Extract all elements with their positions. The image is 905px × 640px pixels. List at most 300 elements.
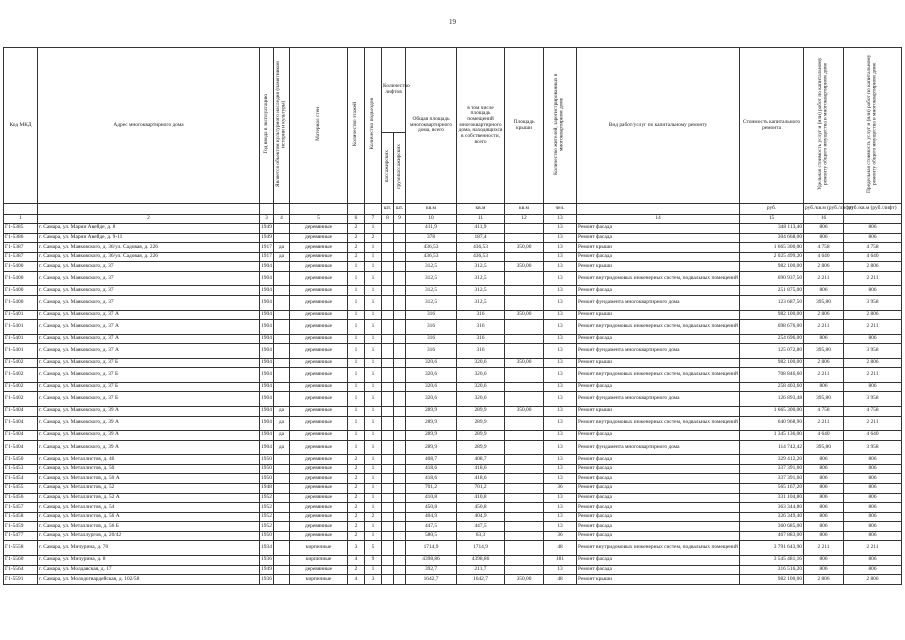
- table-row: [4, 455, 902, 465]
- cell-max-cost: 806: [844, 512, 902, 522]
- table-row: [4, 344, 902, 359]
- cell-floors: 1: [348, 344, 365, 359]
- cell-wall-material: деревянные: [290, 531, 348, 541]
- page-number: 19: [449, 18, 456, 26]
- cell-heritage: [274, 531, 290, 541]
- table-row: [4, 565, 902, 575]
- cell-year: 1952: [260, 503, 274, 513]
- cell-lifts-cargo: [394, 440, 406, 455]
- cell-owned-area: 320,6: [457, 368, 505, 383]
- header-unit-cost: Удельная стоимость услуг и (или) работ по капитальному ремонту общего имущества в многоквартирном доме: [804, 48, 844, 204]
- cell-work-type: Ремонт фасада: [577, 464, 740, 474]
- header-code: Код МКД: [4, 48, 38, 204]
- cell-heritage: [274, 286, 290, 296]
- cell-heritage: [274, 271, 290, 286]
- cell-year: 1904: [260, 392, 274, 407]
- cell-address: г. Самара, ул. Металлистов, д. 50 А: [38, 474, 260, 484]
- table-row: [4, 431, 902, 441]
- cell-work-type: Ремонт внутридомовых инженерных систем, подвальных помещений: [577, 368, 740, 383]
- cell-lifts-passenger: [382, 233, 394, 243]
- cell-lifts-cargo: [394, 271, 406, 286]
- cell-work-type: Ремонт крыши: [577, 310, 740, 320]
- cell-address: г. Самара, ул. Мичурина, д. 70: [38, 541, 260, 556]
- cell-wall-material: деревянные: [290, 565, 348, 575]
- cell-address: г. Самара, ул. Маяковского, д. 37: [38, 286, 260, 296]
- cell-address: г. Самара, ул. Мичурина, д. 8: [38, 555, 260, 565]
- cell-total-area: 418,6: [406, 474, 457, 484]
- cell-floors: 2: [348, 512, 365, 522]
- table-row: [4, 440, 902, 455]
- cell-address: г. Самара, ул. Маяковского, д. 37 А: [38, 334, 260, 344]
- cell-lifts-passenger: [382, 310, 394, 320]
- cell-unit-cost: 806: [804, 565, 844, 575]
- header-works: Вид работ/услуг по капитальному ремонту: [577, 48, 740, 204]
- column-number-cell: 5: [290, 215, 348, 224]
- table-row: [4, 233, 902, 243]
- cell-lifts-cargo: [394, 541, 406, 556]
- cell-residents: 13: [544, 358, 577, 368]
- cell-floors: 1: [348, 334, 365, 344]
- cell-work-type: Ремонт крыши: [577, 243, 740, 253]
- table-row: [4, 320, 902, 335]
- cell-mkd-code: Г1-5456: [4, 493, 38, 503]
- cell-work-type: Ремонт фундамента многоквартирного дома: [577, 296, 740, 311]
- cell-heritage: [274, 464, 290, 474]
- cell-max-cost: 2 806: [844, 575, 902, 585]
- cell-mkd-code: Г1-5455: [4, 483, 38, 493]
- cell-wall-material: деревянные: [290, 431, 348, 441]
- cell-total-area: 410,8: [406, 493, 457, 503]
- column-number-cell: 10: [406, 215, 457, 224]
- cell-address: г. Самара, ул. Маяковского, д. 37: [38, 262, 260, 272]
- cell-lifts-cargo: [394, 474, 406, 484]
- cell-address: г. Самара, ул. Металлистов, д. 56 А: [38, 512, 260, 522]
- cell-floors: 2: [348, 531, 365, 541]
- cell-total-area: 316: [406, 320, 457, 335]
- cell-max-cost: 806: [844, 474, 902, 484]
- cell-total-area: 580,5: [406, 531, 457, 541]
- cell-lifts-cargo: [394, 382, 406, 392]
- cell-heritage: [274, 503, 290, 513]
- cell-max-cost: 2 211: [844, 271, 902, 286]
- cell-unit-cost: 395,80: [804, 296, 844, 311]
- cell-lifts-passenger: [382, 262, 394, 272]
- cell-heritage: да: [274, 416, 290, 431]
- cell-total-area: 312,5: [406, 271, 457, 286]
- cell-mkd-code: Г1-5402: [4, 358, 38, 368]
- cell-lifts-cargo: [394, 431, 406, 441]
- cell-wall-material: деревянные: [290, 464, 348, 474]
- header-owned-area: в том числе площадь помещений многоквартирного дома, находящихся в собственности, всего: [457, 48, 505, 204]
- cell-year: 1904: [260, 262, 274, 272]
- cell-year: 1950: [260, 455, 274, 465]
- cell-max-cost: 3 958: [844, 344, 902, 359]
- cell-lifts-passenger: [382, 344, 394, 359]
- cell-address: г. Самара, ул. Металлистов, д. 54: [38, 503, 260, 513]
- cell-total-area: 408,7: [406, 455, 457, 465]
- cell-wall-material: деревянные: [290, 440, 348, 455]
- cell-mkd-code: Г1-5459: [4, 522, 38, 532]
- cell-heritage: да: [274, 431, 290, 441]
- cell-residents: 13: [544, 565, 577, 575]
- cell-total-area: 411,9: [406, 224, 457, 234]
- cell-lifts-passenger: [382, 382, 394, 392]
- table-row: [4, 382, 902, 392]
- cell-cost: 125 072,80: [740, 344, 804, 359]
- cell-lifts-cargo: [394, 493, 406, 503]
- column-number-cell: 3: [260, 215, 274, 224]
- cell-heritage: [274, 224, 290, 234]
- cell-heritage: да: [274, 406, 290, 416]
- cell-roof-area: 350,00: [505, 358, 544, 368]
- cell-unit-cost: 806: [804, 522, 844, 532]
- cell-mkd-code: Г1-5401: [4, 320, 38, 335]
- cell-lifts-passenger: [382, 358, 394, 368]
- column-number-cell: [844, 215, 902, 224]
- cell-owned-area: 289,9: [457, 406, 505, 416]
- cell-work-type: Ремонт фасада: [577, 474, 740, 484]
- cell-cost: 360 685,00: [740, 522, 804, 532]
- column-number-cell: 7: [365, 215, 382, 224]
- cell-lifts-passenger: [382, 455, 394, 465]
- cell-owned-area: 450,8: [457, 503, 505, 513]
- cell-year: 1904: [260, 440, 274, 455]
- cell-max-cost: 806: [844, 531, 902, 541]
- cell-lifts-passenger: [382, 531, 394, 541]
- cell-lifts-cargo: [394, 233, 406, 243]
- cell-entrances: 1: [365, 464, 382, 474]
- cell-total-area: 1642,7: [406, 575, 457, 585]
- cell-lifts-cargo: [394, 368, 406, 383]
- cell-owned-area: 1642,7: [457, 575, 505, 585]
- cell-floors: 1: [348, 320, 365, 335]
- cell-max-cost: 806: [844, 483, 902, 493]
- cell-max-cost: 3 958: [844, 296, 902, 311]
- header-cost: Стоимость капитального ремонта: [740, 48, 804, 204]
- unit-cell: кв.м: [406, 204, 457, 215]
- cell-cost: 363 344,80: [740, 503, 804, 513]
- cell-heritage: [274, 512, 290, 522]
- cell-roof-area: [505, 296, 544, 311]
- cell-wall-material: деревянные: [290, 474, 348, 484]
- cell-total-area: 289,9: [406, 416, 457, 431]
- unit-cell: [365, 204, 382, 215]
- cell-work-type: Ремонт крыши: [577, 358, 740, 368]
- cell-roof-area: [505, 503, 544, 513]
- cell-work-type: Ремонт крыши: [577, 575, 740, 585]
- cell-roof-area: [505, 522, 544, 532]
- table-row: [4, 296, 902, 311]
- table-row: [4, 512, 902, 522]
- cell-work-type: Ремонт фасада: [577, 512, 740, 522]
- table-row: [4, 368, 902, 383]
- cell-entrances: 1: [365, 271, 382, 286]
- cell-year: 1936: [260, 575, 274, 585]
- cell-unit-cost: 806: [804, 455, 844, 465]
- cell-floors: 2: [348, 243, 365, 253]
- cell-total-area: 436,53: [406, 252, 457, 262]
- header-row: [4, 48, 902, 133]
- cell-roof-area: [505, 464, 544, 474]
- cell-mkd-code: Г1-5458: [4, 512, 38, 522]
- cell-max-cost: 806: [844, 455, 902, 465]
- cell-work-type: Ремонт фасада: [577, 531, 740, 541]
- cell-lifts-cargo: [394, 416, 406, 431]
- cell-wall-material: кирпичные: [290, 575, 348, 585]
- cell-wall-material: деревянные: [290, 512, 348, 522]
- cell-max-cost: 4 758: [844, 243, 902, 253]
- cell-floors: 3: [348, 541, 365, 556]
- cell-year: 1904: [260, 431, 274, 441]
- cell-address: г. Самара, ул. Маяковского, д. 37 А: [38, 344, 260, 359]
- unit-cell: шт.: [382, 204, 394, 215]
- unit-cell: руб./кв.м (руб./лифт): [844, 204, 902, 215]
- cell-owned-area: 316: [457, 310, 505, 320]
- cell-entrances: 1: [365, 493, 382, 503]
- cell-work-type: Ремонт фундамента многоквартирного дома: [577, 440, 740, 455]
- cell-cost: 1 665 300,00: [740, 406, 804, 416]
- cell-address: г. Самара, ул. Маяковского, д. 37 Б: [38, 368, 260, 383]
- cell-work-type: Ремонт крыши: [577, 406, 740, 416]
- cell-year: 1904: [260, 271, 274, 286]
- cell-cost: 326 349,40: [740, 512, 804, 522]
- cell-residents: 13: [544, 320, 577, 335]
- cell-max-cost: 806: [844, 555, 902, 565]
- cell-total-area: 312,5: [406, 296, 457, 311]
- cell-entrances: 1: [365, 310, 382, 320]
- cell-roof-area: [505, 431, 544, 441]
- cell-max-cost: 4 640: [844, 252, 902, 262]
- table-row: [4, 286, 902, 296]
- cell-roof-area: [505, 320, 544, 335]
- cell-roof-area: 350,00: [505, 406, 544, 416]
- cell-year: 1904: [260, 382, 274, 392]
- cell-floors: 2: [348, 233, 365, 243]
- cell-cost: 258 403,60: [740, 382, 804, 392]
- cell-total-area: 289,9: [406, 431, 457, 441]
- cell-year: 1949: [260, 233, 274, 243]
- cell-year: 1904: [260, 310, 274, 320]
- cell-address: г. Самара, ул. Маяковского, д. 39 А: [38, 406, 260, 416]
- cell-lifts-cargo: [394, 565, 406, 575]
- cell-heritage: [274, 575, 290, 585]
- cell-residents: 13: [544, 431, 577, 441]
- cell-residents: 13: [544, 512, 577, 522]
- cell-roof-area: [505, 382, 544, 392]
- cell-floors: 1: [348, 440, 365, 455]
- cell-max-cost: 806: [844, 464, 902, 474]
- cell-floors: 2: [348, 474, 365, 484]
- cell-max-cost: 806: [844, 382, 902, 392]
- cell-heritage: [274, 296, 290, 311]
- cell-mkd-code: Г1-5402: [4, 392, 38, 407]
- column-number-cell: 4: [274, 215, 290, 224]
- table-row: [4, 416, 902, 431]
- cell-owned-area: 418,6: [457, 464, 505, 474]
- cell-max-cost: 3 958: [844, 392, 902, 407]
- cell-lifts-passenger: [382, 224, 394, 234]
- unit-cell: кв.м: [505, 204, 544, 215]
- cell-lifts-passenger: [382, 575, 394, 585]
- cell-mkd-code: Г1-5401: [4, 344, 38, 359]
- cell-max-cost: 806: [844, 224, 902, 234]
- cell-roof-area: 350,00: [505, 310, 544, 320]
- cell-entrances: 9: [365, 555, 382, 565]
- cell-owned-area: 187,4: [457, 233, 505, 243]
- cell-floors: 2: [348, 455, 365, 465]
- cell-roof-area: 350,00: [505, 575, 544, 585]
- cell-mkd-code: Г1-5400: [4, 286, 38, 296]
- cell-address: г. Самара, ул. Маяковского, д. 37: [38, 296, 260, 311]
- cell-max-cost: 4 758: [844, 406, 902, 416]
- cell-mkd-code: Г1-5454: [4, 474, 38, 484]
- cell-max-cost: 806: [844, 565, 902, 575]
- cell-owned-area: 312,5: [457, 296, 505, 311]
- cell-owned-area: 404,9: [457, 512, 505, 522]
- cell-entrances: 1: [365, 286, 382, 296]
- cell-heritage: [274, 541, 290, 556]
- cell-residents: 13: [544, 344, 577, 359]
- cell-address: г. Самара, ул. Марии Авейде, д. 8: [38, 224, 260, 234]
- cell-address: г. Самара, ул. Маяковского, д. 39 А: [38, 431, 260, 441]
- cell-roof-area: [505, 455, 544, 465]
- cell-wall-material: деревянные: [290, 296, 348, 311]
- cell-roof-area: [505, 483, 544, 493]
- cell-entrances: 1: [365, 382, 382, 392]
- cell-total-area: 447,5: [406, 522, 457, 532]
- cell-unit-cost: 806: [804, 233, 844, 243]
- cell-heritage: [274, 262, 290, 272]
- cell-lifts-passenger: [382, 565, 394, 575]
- cell-total-area: 320,6: [406, 368, 457, 383]
- cell-floors: 1: [348, 271, 365, 286]
- cell-work-type: Ремонт фасада: [577, 431, 740, 441]
- cell-heritage: [274, 493, 290, 503]
- cell-owned-area: 408,7: [457, 455, 505, 465]
- unit-cell: [348, 204, 365, 215]
- cell-unit-cost: 4 758: [804, 406, 844, 416]
- header-residents: Количество жителей, зарегистрированных в многоквартирном доме: [544, 48, 577, 204]
- cell-work-type: Ремонт фасада: [577, 233, 740, 243]
- cell-unit-cost: 806: [804, 493, 844, 503]
- cell-cost: 982 100,00: [740, 358, 804, 368]
- cell-lifts-passenger: [382, 320, 394, 335]
- cell-address: г. Самара, ул. Маяковского, д. 39 А: [38, 440, 260, 455]
- cell-roof-area: [505, 344, 544, 359]
- cell-owned-area: 289,9: [457, 416, 505, 431]
- cell-wall-material: деревянные: [290, 416, 348, 431]
- column-number-cell: 13: [544, 215, 577, 224]
- cell-wall-material: деревянные: [290, 382, 348, 392]
- cell-address: г. Самара, ул. Маяковского, д. 36/ул. Садовая, д. 226: [38, 243, 260, 253]
- column-number-cell: 8: [382, 215, 394, 224]
- cell-wall-material: деревянные: [290, 344, 348, 359]
- cell-owned-area: 411,9: [457, 224, 505, 234]
- cell-unit-cost: 806: [804, 382, 844, 392]
- cell-mkd-code: Г1-5387: [4, 243, 38, 253]
- cell-work-type: Ремонт фундамента многоквартирного дома: [577, 344, 740, 359]
- cell-year: 1950: [260, 531, 274, 541]
- table-row: [4, 406, 902, 416]
- cell-entrances: 1: [365, 522, 382, 532]
- cell-mkd-code: Г1-5401: [4, 334, 38, 344]
- cell-wall-material: деревянные: [290, 358, 348, 368]
- cell-lifts-cargo: [394, 406, 406, 416]
- table-row: [4, 392, 902, 407]
- cell-address: г. Самара, ул. Металлистов, д. 46: [38, 455, 260, 465]
- cell-max-cost: 806: [844, 522, 902, 532]
- cell-wall-material: деревянные: [290, 252, 348, 262]
- cell-heritage: [274, 320, 290, 335]
- cell-heritage: [274, 555, 290, 565]
- cell-year: 1904: [260, 368, 274, 383]
- cell-unit-cost: 4 758: [804, 243, 844, 253]
- cell-roof-area: [505, 286, 544, 296]
- cell-work-type: Ремонт фасада: [577, 565, 740, 575]
- cell-entrances: 1: [365, 368, 382, 383]
- cell-floors: 1: [348, 286, 365, 296]
- table-row: [4, 464, 902, 474]
- cell-residents: 13: [544, 382, 577, 392]
- cell-cost: 348 113,40: [740, 224, 804, 234]
- cell-lifts-passenger: [382, 392, 394, 407]
- cell-cost: 698 676,00: [740, 320, 804, 335]
- cell-floors: 1: [348, 406, 365, 416]
- cell-year: 1904: [260, 296, 274, 311]
- cell-wall-material: кирпичные: [290, 555, 348, 565]
- cell-heritage: [274, 334, 290, 344]
- cell-unit-cost: 806: [804, 224, 844, 234]
- cell-max-cost: 806: [844, 334, 902, 344]
- cell-residents: 13: [544, 464, 577, 474]
- cell-lifts-cargo: [394, 503, 406, 513]
- cell-floors: 2: [348, 565, 365, 575]
- cell-lifts-cargo: [394, 286, 406, 296]
- unit-cell: шт.: [394, 204, 406, 215]
- cell-lifts-cargo: [394, 531, 406, 541]
- cell-unit-cost: 806: [804, 512, 844, 522]
- cell-roof-area: [505, 555, 544, 565]
- cell-cost: 126 893,48: [740, 392, 804, 407]
- cell-owned-area: 63,3: [457, 531, 505, 541]
- cell-mkd-code: Г1-5404: [4, 431, 38, 441]
- cell-roof-area: [505, 368, 544, 383]
- cell-wall-material: деревянные: [290, 406, 348, 416]
- cell-address: г. Самара, ул. Молдавская, д. 17: [38, 565, 260, 575]
- cell-owned-area: 410,8: [457, 493, 505, 503]
- cell-lifts-passenger: [382, 503, 394, 513]
- cell-floors: 2: [348, 503, 365, 513]
- cell-unit-cost: 395,80: [804, 344, 844, 359]
- cell-floors: 1: [348, 358, 365, 368]
- cell-work-type: Ремонт фасада: [577, 493, 740, 503]
- cell-work-type: Ремонт фасада: [577, 522, 740, 532]
- header-floors: Количество этажей: [348, 48, 365, 204]
- cell-mkd-code: Г1-5404: [4, 440, 38, 455]
- cell-cost: 251 875,00: [740, 286, 804, 296]
- cell-total-area: 418,6: [406, 464, 457, 474]
- cell-max-cost: 806: [844, 233, 902, 243]
- cell-floors: 4: [348, 555, 365, 565]
- table-row: [4, 555, 902, 565]
- cell-lifts-cargo: [394, 334, 406, 344]
- cell-floors: 4: [348, 575, 365, 585]
- cell-floors: 1: [348, 392, 365, 407]
- cell-max-cost: 2 806: [844, 358, 902, 368]
- cell-heritage: [274, 483, 290, 493]
- cell-address: г. Самара, ул. Маяковского, д. 36/ул. Садовая, д. 226: [38, 252, 260, 262]
- cell-work-type: Ремонт фасада: [577, 334, 740, 344]
